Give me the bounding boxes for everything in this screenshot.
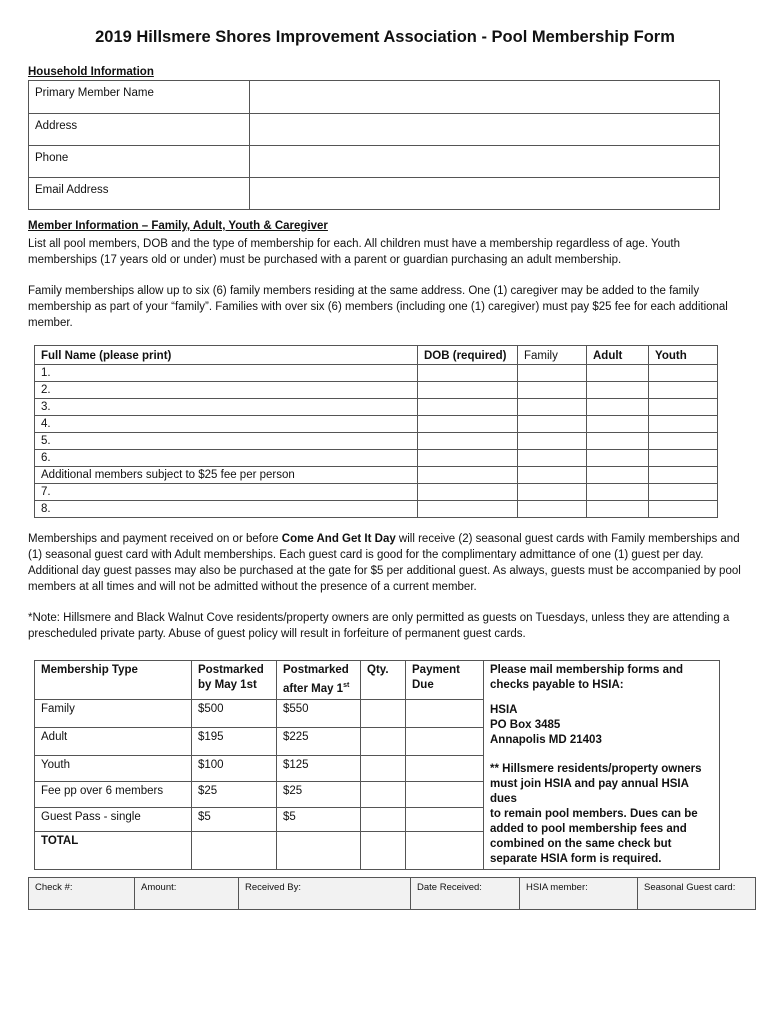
- qty-cell[interactable]: [361, 727, 406, 755]
- email-label: Email Address: [29, 178, 250, 210]
- youth-cell[interactable]: [649, 501, 718, 518]
- payment-due-cell[interactable]: [406, 755, 484, 781]
- members-table: [34, 345, 718, 518]
- phone-label: Phone: [29, 146, 250, 178]
- col-after-sup: st: [343, 682, 350, 689]
- dob-cell[interactable]: [418, 450, 518, 467]
- youth-cell[interactable]: [649, 484, 718, 501]
- payment-due-cell[interactable]: [406, 807, 484, 831]
- total-label: TOTAL: [35, 831, 192, 869]
- col-qty: Qty.: [361, 661, 406, 700]
- dob-cell[interactable]: [418, 382, 518, 399]
- family-cell[interactable]: [518, 484, 587, 501]
- col-family: Family: [518, 346, 587, 365]
- member-row-label[interactable]: 5.: [35, 433, 418, 450]
- guest-note: *Note: Hillsmere and Black Walnut Cove residents/property owners are only permitted as guests on Tuesdays, unless they are attending a prescheduled private party. Abuse of guest policy will result in forfeiture of permanent guest cards.: [28, 612, 730, 640]
- fee-by-may1: $5: [192, 807, 277, 831]
- guest-paragraph: [28, 531, 744, 595]
- member-row-label[interactable]: 6.: [35, 450, 418, 467]
- adult-cell[interactable]: [587, 501, 649, 518]
- dob-cell[interactable]: [418, 416, 518, 433]
- col-postmarked-by-may1: [192, 661, 277, 700]
- household-heading: Household Information: [28, 66, 154, 78]
- fee-after-may1: $550: [277, 699, 361, 727]
- youth-cell[interactable]: [649, 365, 718, 382]
- mail-line-2: checks payable to HSIA:: [490, 679, 624, 691]
- mail-note-3: to remain pool members. Dues can be: [490, 808, 698, 820]
- qty-cell[interactable]: [361, 755, 406, 781]
- seasonal-guest-card-field[interactable]: Seasonal Guest card:: [638, 878, 756, 910]
- family-cell[interactable]: [518, 382, 587, 399]
- payment-due-cell[interactable]: [406, 727, 484, 755]
- dob-cell[interactable]: [418, 365, 518, 382]
- primary-member-name-field[interactable]: [250, 81, 720, 114]
- col-postmarked-after-may1: [277, 661, 361, 700]
- table-row: [35, 399, 718, 416]
- youth-cell: [649, 467, 718, 484]
- payment-due-cell[interactable]: [406, 699, 484, 727]
- adult-cell: [587, 467, 649, 484]
- fee-by-may1: $500: [192, 699, 277, 727]
- mail-address-2: PO Box 3485: [490, 719, 561, 731]
- col-postmarked-by-may1-line1: Postmarked: [198, 664, 264, 676]
- dob-cell: [418, 467, 518, 484]
- col-payment-due: [406, 661, 484, 700]
- mail-address-1: HSIA: [490, 704, 518, 716]
- fee-type: Adult: [35, 727, 192, 755]
- youth-cell[interactable]: [649, 382, 718, 399]
- hsia-member-field[interactable]: HSIA member:: [520, 878, 638, 910]
- fees-table: [34, 660, 720, 870]
- mail-note-4: added to pool membership fees and: [490, 823, 687, 835]
- youth-cell[interactable]: [649, 433, 718, 450]
- family-cell[interactable]: [518, 501, 587, 518]
- mail-address-3: Annapolis MD 21403: [490, 734, 602, 746]
- youth-cell[interactable]: [649, 450, 718, 467]
- col-postmarked-after-may1-line2: [283, 678, 354, 697]
- member-row-label[interactable]: 1.: [35, 365, 418, 382]
- member-row-label[interactable]: 2.: [35, 382, 418, 399]
- youth-cell[interactable]: [649, 416, 718, 433]
- col-adult: Adult: [587, 346, 649, 365]
- table-row: [35, 467, 718, 484]
- received-by-field[interactable]: Received By:: [239, 878, 411, 910]
- fee-by-may1: $195: [192, 727, 277, 755]
- fee-after-may1: $25: [277, 781, 361, 807]
- payment-due-cell[interactable]: [406, 781, 484, 807]
- table-row: [35, 484, 718, 501]
- fee-type: Youth: [35, 755, 192, 781]
- col-payment-due-line2: Due: [412, 679, 434, 691]
- col-after-text: after May 1: [283, 682, 344, 695]
- mail-line-1: Please mail membership forms and: [490, 664, 684, 676]
- adult-cell[interactable]: [587, 382, 649, 399]
- dob-cell[interactable]: [418, 501, 518, 518]
- col-postmarked-by-may1-line2: by May 1st: [198, 679, 257, 691]
- col-payment-due-line1: Payment: [412, 664, 460, 676]
- additional-members-note: Additional members subject to $25 fee per person: [35, 467, 418, 484]
- family-cell[interactable]: [518, 399, 587, 416]
- check-number-field[interactable]: Check #:: [29, 878, 135, 910]
- table-row: [35, 365, 718, 382]
- fee-type: Fee pp over 6 members: [35, 781, 192, 807]
- member-row-label[interactable]: 8.: [35, 501, 418, 518]
- dob-cell[interactable]: [418, 399, 518, 416]
- address-field[interactable]: [250, 114, 720, 146]
- col-full-name: Full Name (please print): [35, 346, 418, 365]
- member-info-paragraph-2: Family memberships allow up to six (6) family members residing at the same address. One (1) caregiver may be added to the family membership as part of your “family”. Families with over six (6) members (including one (1) caregiver) must pay $25 fee for each additional member.: [28, 285, 728, 329]
- adult-cell[interactable]: [587, 450, 649, 467]
- family-cell[interactable]: [518, 365, 587, 382]
- fee-by-may1: $25: [192, 781, 277, 807]
- member-row-label[interactable]: 4.: [35, 416, 418, 433]
- email-field[interactable]: [250, 178, 720, 210]
- table-row: [35, 450, 718, 467]
- date-received-field[interactable]: Date Received:: [411, 878, 520, 910]
- qty-cell[interactable]: [361, 807, 406, 831]
- adult-cell[interactable]: [587, 484, 649, 501]
- office-use-table: [28, 877, 756, 910]
- fee-after-may1: $5: [277, 807, 361, 831]
- youth-cell[interactable]: [649, 399, 718, 416]
- dob-cell[interactable]: [418, 484, 518, 501]
- mail-note-1: ** Hillsmere residents/property owners: [490, 763, 702, 775]
- member-row-label[interactable]: 7.: [35, 484, 418, 501]
- family-cell: [518, 467, 587, 484]
- adult-cell[interactable]: [587, 399, 649, 416]
- page-title: 2019 Hillsmere Shores Improvement Association - Pool Membership Form: [95, 28, 675, 46]
- household-table: [28, 80, 720, 210]
- address-label: Address: [29, 114, 250, 146]
- total-payment-due-cell[interactable]: [406, 831, 484, 869]
- fee-type: Family: [35, 699, 192, 727]
- fee-after-may1: $225: [277, 727, 361, 755]
- family-cell[interactable]: [518, 416, 587, 433]
- total-qty-cell[interactable]: [361, 831, 406, 869]
- fee-after-may1: $125: [277, 755, 361, 781]
- fee-by-may1: $100: [192, 755, 277, 781]
- col-postmarked-after-may1-line1: Postmarked: [283, 664, 349, 676]
- col-youth: Youth: [649, 346, 718, 365]
- mail-note-6: separate HSIA form is required.: [490, 853, 662, 865]
- total-by-may1-cell: [192, 831, 277, 869]
- adult-cell[interactable]: [587, 433, 649, 450]
- adult-cell[interactable]: [587, 416, 649, 433]
- total-after-may1-cell: [277, 831, 361, 869]
- guest-paragraph-part-a: Memberships and payment received on or before: [28, 533, 282, 545]
- mail-note-2: must join HSIA and pay annual HSIA dues: [490, 778, 689, 805]
- table-row: [35, 433, 718, 450]
- col-membership-type: Membership Type: [35, 661, 192, 700]
- guest-paragraph-part-b: will receive (2) seasonal guest cards with Family memberships and (1) seasonal guest card with Adult memberships. Each guest card is good for the complimentary admittance of one (1) guest per day. Additional day guest passes may also be purchased at the gate for $5 per additional guest. As always, guests must be accompanied by pool members at all times and will not be admitted without the presence of a current member.: [28, 533, 741, 593]
- member-row-label[interactable]: 3.: [35, 399, 418, 416]
- qty-cell[interactable]: [361, 699, 406, 727]
- fee-type: Guest Pass - single: [35, 807, 192, 831]
- table-row: [35, 382, 718, 399]
- adult-cell[interactable]: [587, 365, 649, 382]
- mail-note-5: combined on the same check but: [490, 838, 672, 850]
- phone-field[interactable]: [250, 146, 720, 178]
- come-and-get-it-day: Come And Get It Day: [281, 533, 396, 545]
- table-row: [35, 501, 718, 518]
- member-info-paragraph-1: List all pool members, DOB and the type of membership for each. All children must have a membership regardless of age. Youth memberships (17 years old or under) must be purchased with a parent or guardian purchasing an adult membership.: [28, 238, 681, 266]
- member-info-heading: Member Information – Family, Adult, Youth & Caregiver: [28, 220, 328, 232]
- primary-member-name-label: Primary Member Name: [29, 81, 250, 114]
- family-cell[interactable]: [518, 450, 587, 467]
- table-row: [35, 416, 718, 433]
- qty-cell[interactable]: [361, 781, 406, 807]
- col-dob: DOB (required): [418, 346, 518, 365]
- dob-cell[interactable]: [418, 433, 518, 450]
- family-cell[interactable]: [518, 433, 587, 450]
- mailing-instructions: [484, 661, 720, 870]
- amount-field[interactable]: Amount:: [135, 878, 239, 910]
